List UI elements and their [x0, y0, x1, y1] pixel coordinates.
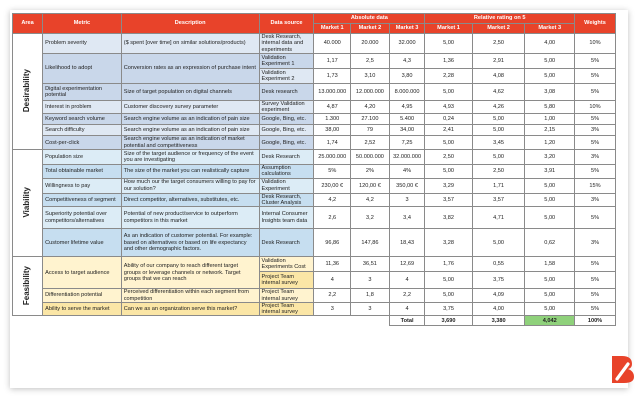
cell-w: 3% — [575, 229, 616, 257]
cell-a1: 5% — [314, 165, 351, 179]
cell-r1: 5,00 — [425, 289, 472, 303]
cell-metric: Customer lifetime value — [43, 229, 122, 257]
cell-a1: 11,36 — [314, 257, 351, 272]
total-market-3: 4,042 — [525, 316, 575, 326]
cell-description: Can we as an organization serve this market? — [121, 302, 259, 316]
cell-metric: Interest in problem — [43, 100, 122, 114]
cell-r1: 3,28 — [425, 229, 472, 257]
cell-r1: 2,28 — [425, 68, 472, 83]
area-label: Viability — [22, 186, 32, 218]
table-row — [13, 114, 616, 125]
cell-a3: 4% — [389, 165, 425, 179]
cell-description: Direct competitor, alternatives, substitutes, etc. — [121, 193, 259, 207]
cell-w: 15% — [575, 178, 616, 193]
cell-a1: 96,86 — [314, 229, 351, 257]
col-abs-m3: Market 3 — [389, 24, 425, 34]
cell-a1: 4,87 — [314, 100, 351, 114]
cell-description: Size of target population on digital channels — [121, 83, 259, 100]
cell-metric: Willingness to pay — [43, 178, 122, 193]
cell-r3: 5,00 — [525, 302, 575, 316]
cell-r2: 5,00 — [472, 114, 525, 125]
cell-r1: 2,41 — [425, 125, 472, 136]
cell-metric: Cost-per-click — [43, 136, 122, 150]
cell-source: Project Team internal survey — [259, 302, 314, 316]
cell-description: Potential of new product/service to outperform competitors in this market — [121, 207, 259, 229]
cell-description: Customer discovery survey parameter — [121, 100, 259, 114]
cell-r3: 1,00 — [525, 114, 575, 125]
cell-a3: 350,00 € — [389, 178, 425, 193]
cell-r3: 1,20 — [525, 136, 575, 150]
cell-a3: 12,69 — [389, 257, 425, 272]
cell-a2: 36,51 — [351, 257, 390, 272]
cell-a3: 3 — [389, 193, 425, 207]
cell-a3: 4 — [389, 272, 425, 289]
cell-a3: 4,95 — [389, 100, 425, 114]
total-weights: 100% — [575, 316, 616, 326]
cell-description: Search engine volume as an indication of pain size — [121, 114, 259, 125]
cell-a1: 40.000 — [314, 34, 351, 54]
cell-r2: 5,00 — [472, 229, 525, 257]
total-row — [13, 316, 616, 326]
cell-source: Validation Experiment 1 — [259, 53, 314, 68]
cell-source: Desk Research — [259, 229, 314, 257]
total-label: Total — [389, 316, 425, 326]
cell-w: 5% — [575, 136, 616, 150]
col-relative: Relative rating on 5 — [425, 14, 575, 24]
cell-a3: 34,00 — [389, 125, 425, 136]
cell-r3: 4,00 — [525, 34, 575, 54]
cell-r2: 5,00 — [472, 150, 525, 165]
table-row — [13, 229, 616, 257]
cell-source: Validation Experiment — [259, 178, 314, 193]
cell-r2: 4,26 — [472, 100, 525, 114]
cell-r1: 5,00 — [425, 165, 472, 179]
header-row-1 — [13, 14, 616, 24]
cell-description: Perceived differentiation within each segment from competition — [121, 289, 259, 303]
cell-w: 3% — [575, 193, 616, 207]
cell-r2: 4,08 — [472, 68, 525, 83]
cell-description: Conversion rates as an expression of purchase intent — [121, 53, 259, 83]
cell-r1: 2,50 — [425, 150, 472, 165]
cell-source: Validation Experiment 2 — [259, 68, 314, 83]
cell-r3: 5,00 — [525, 207, 575, 229]
cell-w: 10% — [575, 34, 616, 54]
cell-w: 5% — [575, 114, 616, 125]
cell-a2: 4,2 — [351, 193, 390, 207]
cell-a3: 3,4 — [389, 207, 425, 229]
col-rel-m3: Market 3 — [525, 24, 575, 34]
table-row — [13, 193, 616, 207]
col-description: Description — [121, 14, 259, 34]
cell-r3: 5,80 — [525, 100, 575, 114]
table-row — [13, 34, 616, 54]
cell-a3: 4,3 — [389, 53, 425, 68]
cell-a1: 1.300 — [314, 114, 351, 125]
cell-r3: 3,91 — [525, 165, 575, 179]
table-row — [13, 257, 616, 272]
cell-a2: 2,52 — [351, 136, 390, 150]
cell-a2: 2,5 — [351, 53, 390, 68]
cell-r1: 3,82 — [425, 207, 472, 229]
cell-metric: Likelihood to adopt — [43, 53, 122, 83]
cell-a2: 27.100 — [351, 114, 390, 125]
cell-r2: 4,00 — [472, 302, 525, 316]
cell-source: Desk Research, Cluster Analysis — [259, 193, 314, 207]
cell-r3: 5,00 — [525, 289, 575, 303]
brand-logo-icon — [610, 354, 636, 384]
cell-a1: 38,00 — [314, 125, 351, 136]
cell-a1: 3 — [314, 302, 351, 316]
cell-r1: 5,00 — [425, 83, 472, 100]
cell-r1: 5,00 — [425, 136, 472, 150]
cell-a1: 4 — [314, 272, 351, 289]
col-abs-m2: Market 2 — [351, 24, 390, 34]
cell-source: Google, Bing, etc. — [259, 114, 314, 125]
cell-source: Google, Bing, etc. — [259, 125, 314, 136]
cell-source: Google, Bing, etc. — [259, 136, 314, 150]
cell-source: Assumption calculations — [259, 165, 314, 179]
cell-r3: 1,58 — [525, 257, 575, 272]
cell-r1: 5,00 — [425, 34, 472, 54]
cell-a3: 2,2 — [389, 289, 425, 303]
cell-a1: 1,17 — [314, 53, 351, 68]
cell-description: The size of the market you can realistically capture — [121, 165, 259, 179]
cell-source: Project Team internal survey — [259, 272, 314, 289]
cell-source: Survey Validation experiment — [259, 100, 314, 114]
cell-r2: 4,09 — [472, 289, 525, 303]
area-cell-desirability — [13, 34, 43, 150]
table-row — [13, 207, 616, 229]
cell-a2: 3,10 — [351, 68, 390, 83]
table-row — [13, 289, 616, 303]
cell-r1: 5,00 — [425, 272, 472, 289]
cell-r1: 3,57 — [425, 193, 472, 207]
cell-w: 5% — [575, 165, 616, 179]
cell-w: 3% — [575, 125, 616, 136]
cell-w: 5% — [575, 68, 616, 83]
cell-a3: 3,80 — [389, 68, 425, 83]
cell-r2: 3,75 — [472, 272, 525, 289]
cell-source: Desk Research, internal data and experiments — [259, 34, 314, 54]
col-rel-m1: Market 1 — [425, 24, 472, 34]
total-market-2: 3,380 — [472, 316, 525, 326]
table-row — [13, 53, 616, 68]
cell-r3: 5,00 — [525, 68, 575, 83]
cell-a3: 32.000 — [389, 34, 425, 54]
cell-r2: 0,55 — [472, 257, 525, 272]
area-label: Desirability — [22, 68, 32, 112]
cell-metric: Total obtainable market — [43, 165, 122, 179]
cell-metric: Superiority potential over competitors/alternatives — [43, 207, 122, 229]
cell-r2: 5,00 — [472, 125, 525, 136]
table-row — [13, 83, 616, 100]
cell-w: 10% — [575, 100, 616, 114]
cell-metric: Population size — [43, 150, 122, 165]
cell-r3: 3,08 — [525, 83, 575, 100]
cell-metric: Problem severity — [43, 34, 122, 54]
table-row — [13, 100, 616, 114]
cell-a3: 5.400 — [389, 114, 425, 125]
cell-a2: 20.000 — [351, 34, 390, 54]
scoring-table — [12, 13, 616, 326]
cell-description: How much our the target consumers willing to pay for our solution? — [121, 178, 259, 193]
table-row — [13, 302, 616, 316]
cell-a2: 147,86 — [351, 229, 390, 257]
cell-a1: 25.000.000 — [314, 150, 351, 165]
cell-w: 5% — [575, 257, 616, 272]
table-body — [13, 34, 616, 326]
cell-a2: 79 — [351, 125, 390, 136]
table-row — [13, 136, 616, 150]
cell-a1: 4,2 — [314, 193, 351, 207]
cell-a1: 2,6 — [314, 207, 351, 229]
cell-a3: 32.000.000 — [389, 150, 425, 165]
cell-r3: 5,00 — [525, 53, 575, 68]
col-source: Data source — [259, 14, 314, 34]
cell-metric: Search difficulty — [43, 125, 122, 136]
cell-r2: 1,71 — [472, 178, 525, 193]
cell-a1: 13.000.000 — [314, 83, 351, 100]
col-area: Area — [13, 14, 43, 34]
cell-source: Desk Research — [259, 150, 314, 165]
cell-a2: 4,20 — [351, 100, 390, 114]
cell-w: 5% — [575, 207, 616, 229]
cell-w: 5% — [575, 53, 616, 68]
col-weights: Weights — [575, 14, 616, 34]
cell-r3: 5,00 — [525, 178, 575, 193]
table-row — [13, 165, 616, 179]
cell-r1: 0,24 — [425, 114, 472, 125]
cell-description: Search engine volume as an indication of pain size — [121, 125, 259, 136]
cell-a3: 7,25 — [389, 136, 425, 150]
cell-source: Desk research — [259, 83, 314, 100]
cell-a2: 12.000.000 — [351, 83, 390, 100]
cell-r3: 2,15 — [525, 125, 575, 136]
cell-a2: 3 — [351, 272, 390, 289]
area-label: Feasibility — [22, 265, 32, 305]
cell-r2: 2,50 — [472, 165, 525, 179]
cell-r1: 4,93 — [425, 100, 472, 114]
cell-r1: 1,36 — [425, 53, 472, 68]
cell-a2: 3,2 — [351, 207, 390, 229]
area-cell-feasibility — [13, 257, 43, 316]
cell-source: Internal Consumer Insights team data — [259, 207, 314, 229]
cell-metric: Differentiation potential — [43, 289, 122, 303]
cell-metric: Keyword search volume — [43, 114, 122, 125]
cell-metric: Ability to serve the market — [43, 302, 122, 316]
cell-w: 3% — [575, 150, 616, 165]
cell-r2: 4,62 — [472, 83, 525, 100]
cell-description: Size of the target audience or frequency of the event you are investigating — [121, 150, 259, 165]
cell-a1: 1,73 — [314, 68, 351, 83]
cell-r2: 3,45 — [472, 136, 525, 150]
cell-a2: 120,00 € — [351, 178, 390, 193]
col-absolute: Absolute data — [314, 14, 425, 24]
cell-r1: 3,29 — [425, 178, 472, 193]
cell-a1: 1,74 — [314, 136, 351, 150]
cell-source: Project Team internal survey — [259, 289, 314, 303]
cell-w: 5% — [575, 289, 616, 303]
cell-metric: Access to target audience — [43, 257, 122, 289]
table-row — [13, 178, 616, 193]
cell-r1: 1,76 — [425, 257, 472, 272]
cell-description: ($ spent [over time] on similar solutions/products) — [121, 34, 259, 54]
cell-a3: 4 — [389, 302, 425, 316]
cell-a3: 8.000.000 — [389, 83, 425, 100]
cell-r3: 3,20 — [525, 150, 575, 165]
cell-a3: 18,43 — [389, 229, 425, 257]
cell-r1: 3,75 — [425, 302, 472, 316]
cell-r3: 5,00 — [525, 272, 575, 289]
cell-metric: Digital experimentation potential — [43, 83, 122, 100]
cell-r2: 2,50 — [472, 34, 525, 54]
cell-a2: 2% — [351, 165, 390, 179]
col-metric: Metric — [43, 14, 122, 34]
cell-a1: 230,00 € — [314, 178, 351, 193]
cell-r2: 2,91 — [472, 53, 525, 68]
cell-a2: 1,8 — [351, 289, 390, 303]
table-row — [13, 150, 616, 165]
cell-metric: Competitiveness of segment — [43, 193, 122, 207]
cell-description: As an indication of customer potential. For example: based on alternatives or based on life expectancy and other demographic factors. — [121, 229, 259, 257]
cell-a1: 2,2 — [314, 289, 351, 303]
cell-r3: 0,62 — [525, 229, 575, 257]
total-market-1: 3,690 — [425, 316, 472, 326]
table-row — [13, 125, 616, 136]
cell-description: Search engine volume as an indication of market potential and competitiveness — [121, 136, 259, 150]
area-cell-viability — [13, 150, 43, 257]
cell-r2: 4,71 — [472, 207, 525, 229]
col-abs-m1: Market 1 — [314, 24, 351, 34]
cell-w: 5% — [575, 83, 616, 100]
cell-a2: 3 — [351, 302, 390, 316]
cell-a2: 50.000.000 — [351, 150, 390, 165]
cell-description: Ability of our company to reach different target groups or leverage channels or network. Target groups that we can reach — [121, 257, 259, 289]
cell-r2: 3,57 — [472, 193, 525, 207]
cell-source: Validation Experiments Cost — [259, 257, 314, 272]
col-rel-m2: Market 2 — [472, 24, 525, 34]
cell-w: 5% — [575, 302, 616, 316]
cell-w: 5% — [575, 272, 616, 289]
cell-r3: 5,00 — [525, 193, 575, 207]
